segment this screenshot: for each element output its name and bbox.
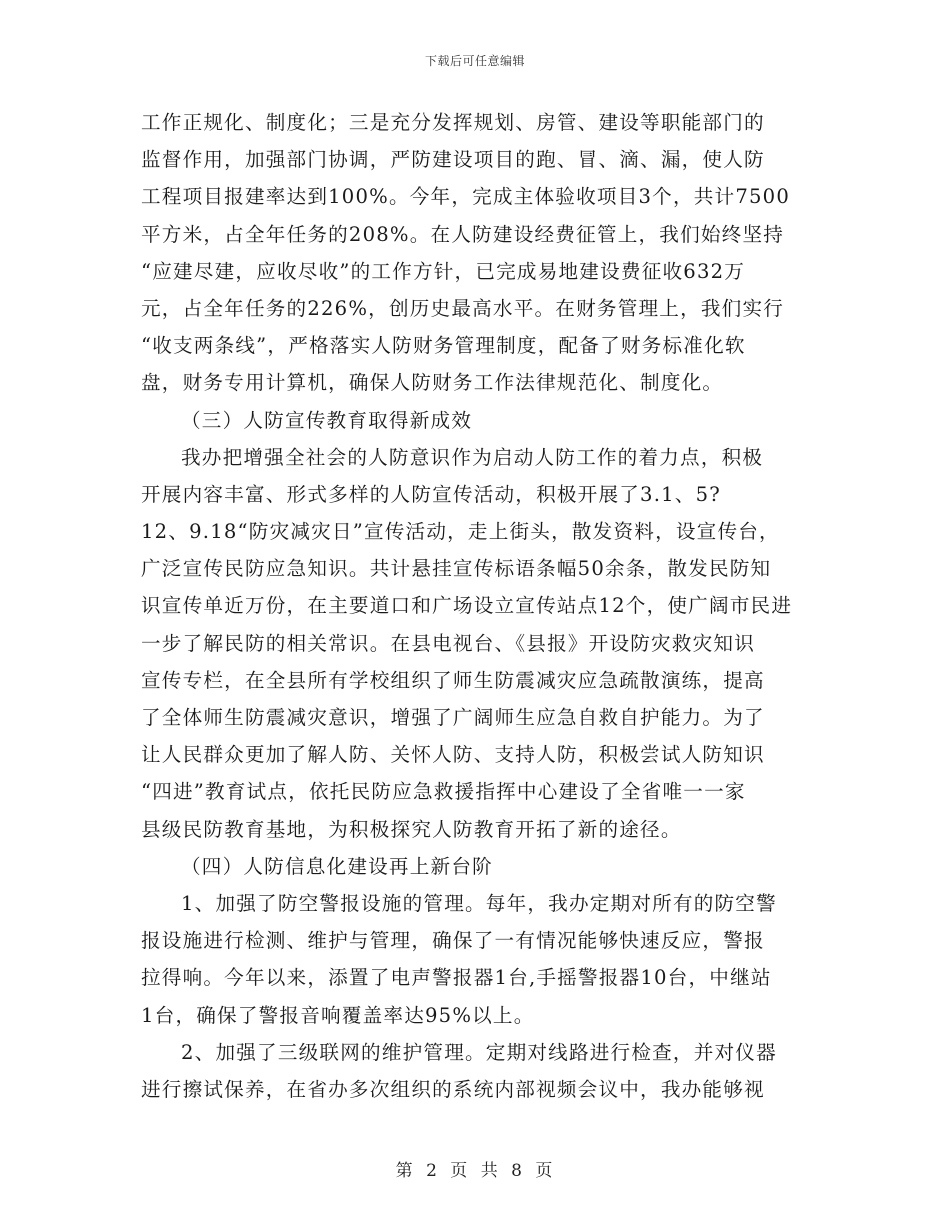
body-line: 广泛宣传民防应急知识。共计悬挂宣传标语条幅50余条，散发民防知 xyxy=(141,557,772,581)
page-number: 第 2 页 共 8 页 xyxy=(395,1161,555,1181)
section-heading: （四）人防信息化建设再上新台阶 xyxy=(181,854,493,878)
body-line: 识宣传单近万份，在主要道口和广场设立宣传站点12个，使广阔市民进 xyxy=(141,594,793,618)
body-line: 报设施进行检测、维护与管理，确保了一有情况能够快速反应，警报 xyxy=(141,929,765,953)
body-line: “应建尽建，应收尽收”的工作方针，已完成易地建设费征收632万 xyxy=(141,259,746,283)
page-header-note: 下载后可任意编辑 xyxy=(424,54,525,68)
paragraph-start: 1、加强了防空警报设施的管理。每年，我办定期对所有的防空警 xyxy=(181,891,777,915)
body-line: 12、9.18“防灾减灾日”宣传活动，走上街头，散发资料，设宣传台， xyxy=(141,520,780,544)
body-line: “收支两条线”，严格落实人防财务管理制度，配备了财务标准化软 xyxy=(141,334,746,358)
body-line: 让人民群众更加了解人防、关怀人防、支持人防，积极尝试人防知识 xyxy=(141,743,765,767)
body-line: “四进”教育试点，依托民防应急救援指挥中心建设了全省唯一一家 xyxy=(141,780,746,804)
paragraph-start: 2、加强了三级联网的维护管理。定期对线路进行检查，并对仪器 xyxy=(181,1040,777,1064)
body-line: 县级民防教育基地，为积极探究人防教育开拓了新的途径。 xyxy=(141,817,682,841)
body-line: 一步了解民防的相关常识。在县电视台、《县报》开设防灾救灾知识 xyxy=(141,631,756,655)
body-line: 拉得响。今年以来，添置了电声警报器1台,手摇警报器10台，中继站 xyxy=(141,966,772,990)
body-line: 工作正规化、制度化；三是充分发挥规划、房管、建设等职能部门的 xyxy=(141,111,765,134)
body-line: 开展内容丰富、形式多样的人防宣传活动，积极开展了3.1、5? xyxy=(141,482,721,506)
section-heading: （三）人防宣传教育取得新成效 xyxy=(181,408,473,432)
body-line: 工程项目报建率达到100%。今年，完成主体验收项目3个，共计7500 xyxy=(141,185,790,209)
document-body xyxy=(141,104,805,1108)
body-line: 盘，财务专用计算机，确保人防财务工作法律规范化、制度化。 xyxy=(141,371,724,395)
body-line: 监督作用，加强部门协调，严防建设项目的跑、冒、滴、漏，使人防 xyxy=(141,148,765,172)
body-line: 宣传专栏，在全县所有学校组织了师生防震减灾应急疏散演练，提高 xyxy=(141,668,765,692)
body-line: 元，占全年任务的226%，创历史最高水平。在财务管理上，我们实行 xyxy=(141,296,785,320)
paragraph-start: 我办把增强全社会的人防意识作为启动人防工作的着力点，积极 xyxy=(181,445,764,469)
body-line: 了全体师生防震减灾意识，增强了广阔师生应急自救自护能力。为了 xyxy=(141,706,765,729)
body-line: 平方米，占全年任务的208%。在人防建设经费征管上，我们始终坚持 xyxy=(141,222,785,246)
body-line: 进行擦试保养，在省办多次组织的系统内部视频会议中，我办能够视 xyxy=(141,1077,765,1101)
body-line: 1台，确保了警报音响覆盖率达95%以上。 xyxy=(141,1003,535,1027)
